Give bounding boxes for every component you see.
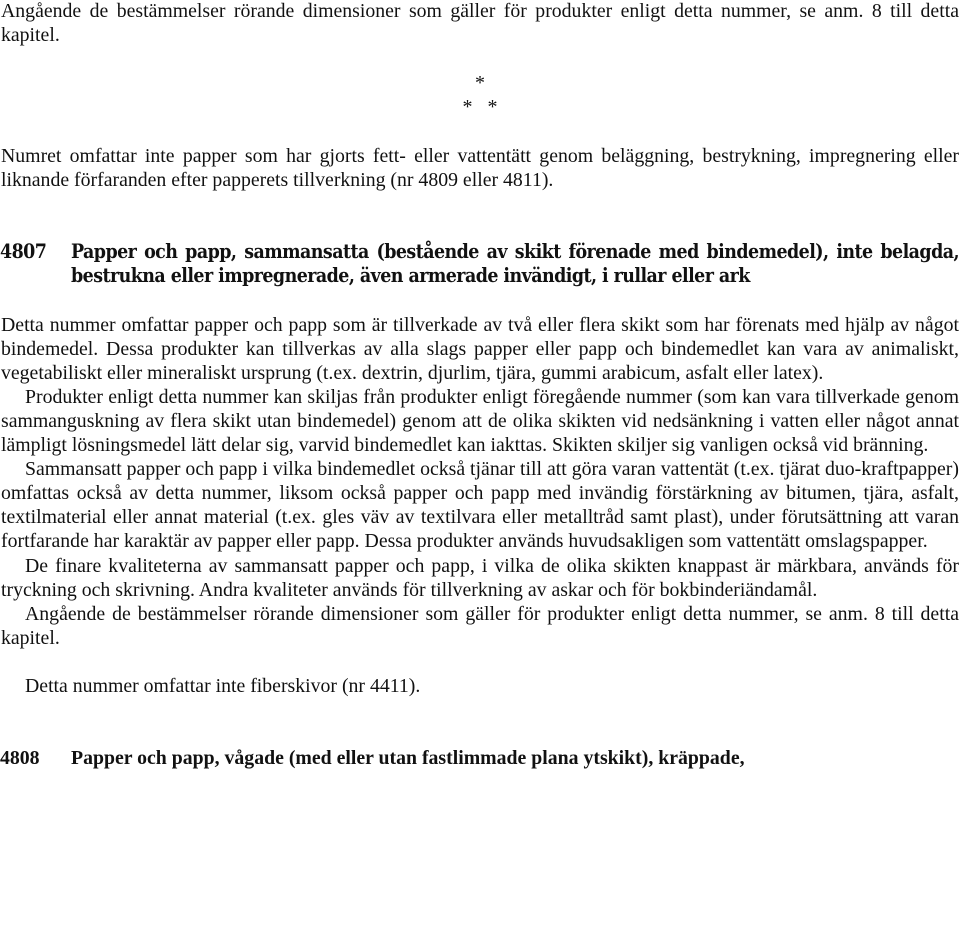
dimension-note: Angående de bestämmelser rörande dimensioner som gäller för produkter enligt detta nummer, se anm. 8 till detta kapitel. xyxy=(1,0,959,47)
exclusion-note-4807: Detta nummer omfattar inte fiberskivor (nr 4411). xyxy=(25,674,421,697)
heading-number: 4807 xyxy=(0,240,47,264)
paragraph-definition: Detta nummer omfattar papper och papp som är tillverkade av två eller flera skikt som har förenats med hjälp av något bindemedel. Dessa produkter kan tillverkas av alla slags papper eller papp och bindemedlet kan vara av animaliskt, vegetabiliskt eller mineraliskt ursprung (t.ex. dextrin, djurlim, tjära, gummi arabicum, asfalt eller latex). xyxy=(1,313,959,384)
heading-title: Papper och papp, sammansatta (bestående av skikt förenade med bindemedel), inte belagda, bestrukna eller impregnerade, även armerade invändigt, i rullar eller ark xyxy=(71,240,959,288)
separator-star-top: * xyxy=(475,72,485,95)
heading-4808 xyxy=(0,746,960,770)
exclusion-note-4806: Numret omfattar inte papper som har gjorts fett- eller vattentätt genom beläggning, bestrykning, impregnering eller liknande förfaranden efter papperets tillverkning (nr 4809 eller 4811). xyxy=(1,145,959,192)
paragraph-finer-qualities: De finare kvaliteterna av sammansatt papper och papp, i vilka de olika skikten knappast är märkbara, används för tryckning och skrivning. Andra kvaliteter används för tillverkning av askar och för bokbinderiändamål. xyxy=(1,554,959,601)
heading-number: 4808 xyxy=(0,746,40,769)
heading-4807 xyxy=(0,240,960,288)
paragraph-distinction: Produkter enligt detta nummer kan skiljas från produkter enligt föregående nummer (som kan vara tillverkade genom sammanguskning av flera skikt utan bindemedel) genom att de olika skikten vid nedsänkning i vatten eller något annat lämpligt lösningsmedel lätt delar sig, varvid bindemedlet kan iakttas. Skikten skiljer sig vanligen också vid bränning. xyxy=(1,385,959,457)
paragraph-dimension-note: Angående de bestämmelser rörande dimensioner som gäller för produkter enligt detta nummer, se anm. 8 till detta kapitel. xyxy=(1,602,959,649)
separator-star-bottom: * * xyxy=(462,96,498,119)
heading-title: Papper och papp, vågade (med eller utan fastlimmade plana ytskikt), kräppade, xyxy=(71,746,745,769)
paragraph-waterproof: Sammansatt papper och papp i vilka bindemedlet också tjänar till att göra varan vattentät (t.ex. tjärat duo-kraftpapper) omfattas också av detta nummer, liksom också papper och papp med invändig förstärkning av bitumen, tjära, asfalt, textilmaterial eller annat material (t.ex. gles väv av textilvara eller metalltråd samt plast), under förutsättning att varan fortfarande har karaktär av papper eller papp. Dessa produkter används huvudsakligen som vattentätt omslagspapper. xyxy=(1,458,959,553)
